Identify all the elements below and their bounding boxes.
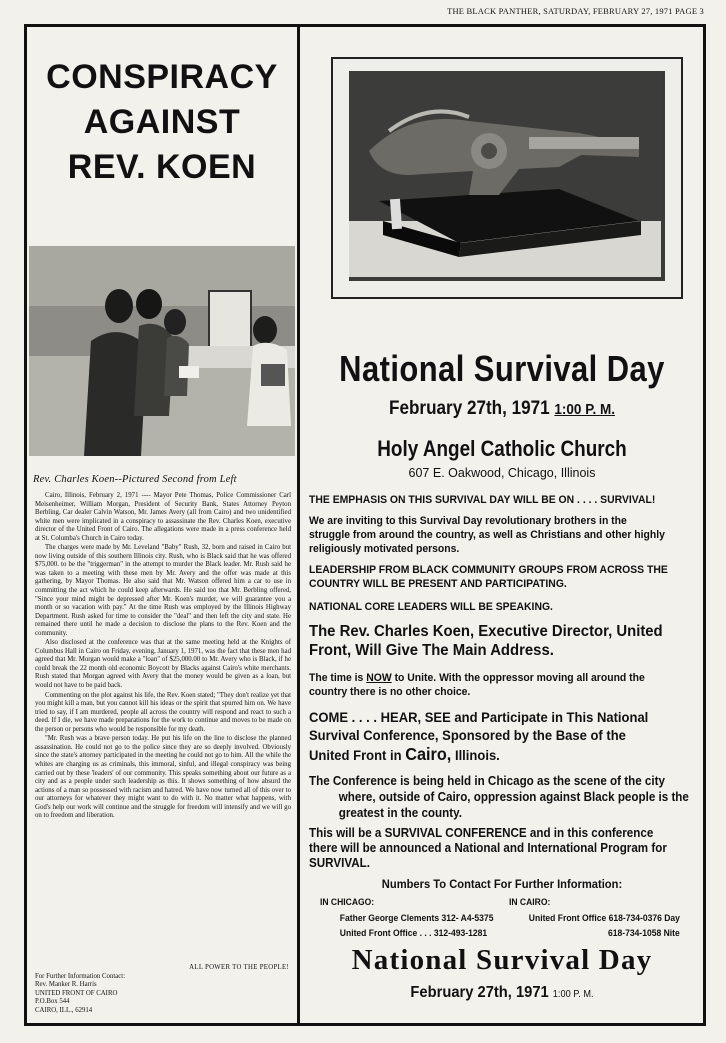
footer-time: 1:00 P. M. [552,989,594,1000]
contact-line: P.O.Box 544 [35,998,70,1006]
article-paragraph: "Mr. Rush was a brave person today. He put his life on the line to disclose the planned assassination. He could not go to the police since they are so deeply involved. Obviously since the state's attorney participated in the meeting he could not go to him. All the while the whites are charging us as criminals, this immoral, sinful, and illegal conspiracy was being carried out by these 'leaders' of our community. This speaks something about our future as a city and as a people under such leadership as this. It shows something of how absurd the actions of a man so possessed with racism and hatred. We have now turned all of this over to our attorneys for whatever they might want to do with it. No matter what happens, with God's help our work will continue and the struggle for freedom will intensify and we will go on to freedom and liberation. [35,735,291,820]
chicago-contact: United Front Office . . . 312-493-1281 [339,928,488,939]
press-conference-photo [29,246,295,456]
unite-text [309,671,670,699]
emphasis-line: THE EMPHASIS ON THIS SURVIVAL DAY WILL BE ON . . . . SURVIVAL! [309,494,656,506]
bible-gun-photo [331,57,683,299]
church-address: 607 E. Oakwood, Chicago, Illinois [408,466,596,480]
chicago-contact: Father George Clements 312- A4-5375 [339,913,494,924]
article-body [35,492,291,822]
core-leaders-text: NATIONAL CORE LEADERS WILL BE SPEAKING. [309,601,553,613]
column-divider [297,24,300,1026]
contact-line: CAIRO, ILL., 62914 [35,1006,93,1014]
footer-date [323,984,682,1002]
unite-post: to Unite. With the oppressor moving all around the country there is no other choice. [309,672,645,698]
unite-pre: The time is [309,672,367,684]
event-time: 1:00 P. M. [554,401,615,418]
contact-numbers-heading: Numbers To Contact For Further Information: [381,877,623,891]
headline-line: AGAINST [83,103,241,141]
come-text [309,708,670,765]
bible-gun-image [349,71,665,281]
contact-block [35,973,125,1015]
come-cairo: Cairo, [405,744,452,764]
signoff: ALL POWER TO THE PEOPLE! [189,964,289,971]
cairo-label: IN CAIRO: [509,897,551,908]
contact-line: UNITED FRONT OF CAIRO [35,989,118,997]
footer-date-text: February 27th, 1971 [410,984,549,1001]
event-date-text: February 27th, 1971 [389,398,550,419]
article-paragraph: Commenting on the plot against his life, the Rev. Koen stated; "They don't realize yet that you might kill a man, but you cannot kill his ideas or the spirit that spurred him on. We have tried to say, if I am murdered, people all across the country will respond and react to such a deed. If I die, we have made preparations for the work to continue and moves to be made on the person or persons who would be responsible for my death. [35,691,291,733]
headline-line: REV. KOEN [67,148,257,186]
contact-line: For Further Information Contact: [35,973,126,980]
keynote-text: The Rev. Charles Koen, Executive Director, United Front, Will Give The Main Address. [309,623,663,659]
leadership-text: LEADERSHIP FROM BLACK COMMUNITY GROUPS FROM ACROSS THE COUNTRY WILL BE PRESENT AND PARTICIPATING. [309,564,668,590]
cairo-contact: 618-734-1058 Nite [608,928,680,939]
event-date [327,398,678,420]
invitation-text: We are inviting to this Survival Day revolutionary brothers in the struggle from around the country, as well as Christians and other highly religiously motivated persons. [309,515,665,555]
conference-location-text: The Conference is being held in Chicago as the scene of the city where, outside of Cairo, oppression against Black people is the greatest in the county. [309,774,689,820]
come-post: Illinois. [451,747,500,763]
church-name: Holy Angel Catholic Church [377,436,627,461]
chicago-label: IN CHICAGO: [320,897,375,908]
article-paragraph: Also disclosed at the conference was that at the same meeting held at the Knights of Columbus Hall in Cairo on Friday, evening, January 1, 1971, was the fact that these men had agreed that Mr. Morgan would make a "loan" of $25,000.00 to Mr. Avery who is Black, if he could break the 22 month old economic Boycott by Blacks against Cairo's white merchants. Rush stated that Morgan agreed with Avery that the money would be given as a loan, but would not have to be paid back. [35,639,291,690]
cairo-contact: United Front Office 618-734-0376 Day [528,913,680,924]
headline [27,55,297,190]
come-pre: COME . . . . HEAR, SEE and Participate in This National Survival Conference, Sponsored by the Base of the United Front in [309,709,649,763]
headline-line: CONSPIRACY [46,58,278,96]
contact-line: Rev. Manker R. Harris [35,981,97,989]
footer-title: National Survival Day [351,944,653,976]
unite-now: NOW [366,672,392,684]
left-column [27,27,297,1023]
masthead: THE BLACK PANTHER, SATURDAY, FEBRUARY 27, 1971 PAGE 3 [447,6,704,16]
article-paragraph: The charges were made by Mr. Leveland "Baby" Rush, 32, born and raised in Cairo but now living outside of this southern Illinois city. Rush, who is Black said that he was offered $75,000. to be the "triggerman" in the attempt to murder the Black leader. Mr. Rush said he was taken to a meeting with these men by Mr. Avery and the offer was made at this gathering, by Mayor Thomas. He also said that Mr. Watson offered him a car to use in committing the act which he could keep afterwards. He said too that Mr. Berbling offered, "Since your mind might be depressed after Mr. Koen's murder, we will guarantee you a month or so vacation with pay." At the time Rush was employed by the Illinois Highway Department. Rush asked for time to consider the "deal" and then left the city and state. He remained there until he made a decision to disclose the plans to the Rev. Koen and the community. [35,544,291,637]
article-paragraph: Cairo, Illinois, February 2, 1971 ---- Mayor Pete Thomas, Police Commissioner Carl Meisenheimer, William Morgan, President of Security Bank, States Attorney Peyton Berbling, Car dealer Calvin Watson, Mr. James Avery (all from Cairo) and two unidentified white men were implicated in a conspiracy to assassinate the Rev. Charles Koen, executive director of the United Front of Cairo. The allegations were made in a press conference held at St. Columba's Church in Cairo today. [35,492,291,542]
survival-conference-text: This will be a SURVIVAL CONFERENCE and in this conference there will be announced a National and International Program for SURVIVAL. [309,826,667,870]
photo-caption: Rev. Charles Koen--Pictured Second from Left [33,474,237,485]
event-title: National Survival Day [339,348,665,389]
